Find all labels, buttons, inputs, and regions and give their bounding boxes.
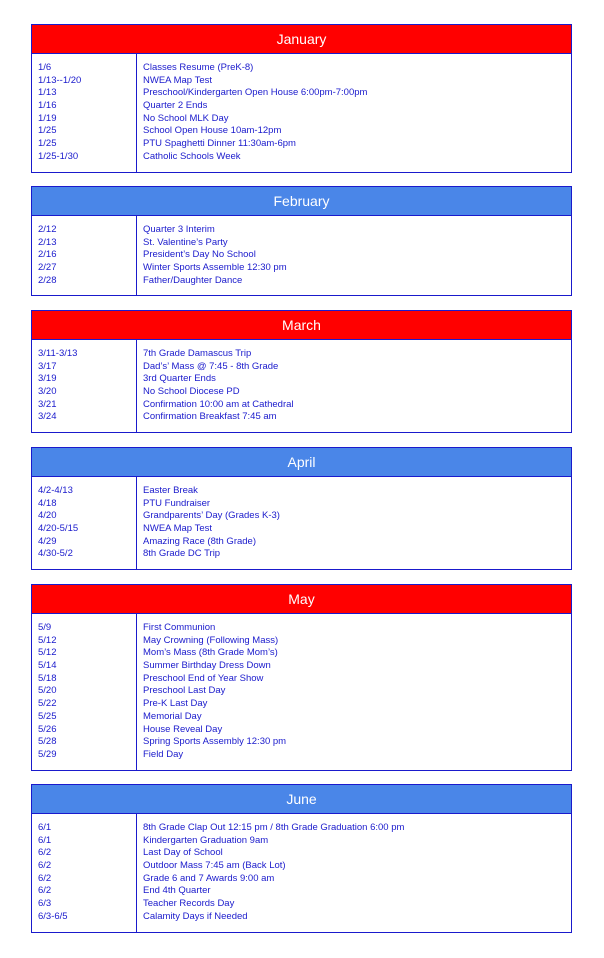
- event-date: 4/2-4/13: [38, 485, 73, 496]
- event-description: St. Valentine’s Party: [143, 236, 228, 248]
- event-description: Grandparents’ Day (Grades K-3): [143, 510, 280, 522]
- month-body: [32, 814, 571, 932]
- event-column: [137, 54, 571, 172]
- event-date: 1/6: [38, 62, 52, 73]
- event-description: 3rd Quarter Ends: [143, 373, 216, 385]
- event-description: End 4th Quarter: [143, 885, 211, 897]
- date-column: [32, 340, 137, 432]
- event-date: 2/13: [38, 236, 57, 248]
- event-date: 3/24: [38, 411, 57, 423]
- event-date: 6/2: [38, 847, 52, 859]
- event-description: Grade 6 and 7 Awards 9:00 am: [143, 872, 275, 884]
- event-description: NWEA Map Test: [143, 523, 212, 535]
- date-column: [32, 614, 137, 770]
- month-header: February: [32, 187, 571, 216]
- month-header: June: [32, 785, 571, 814]
- month-body: [32, 340, 571, 432]
- date-column: [32, 54, 137, 172]
- event-description: No School Diocese PD: [143, 386, 240, 398]
- event-description: Quarter 3 Interim: [143, 224, 215, 235]
- event-description: PTU Spaghetti Dinner 11:30am-6pm: [143, 138, 296, 150]
- event-description: Pre-K Last Day: [143, 698, 208, 710]
- event-date: 6/3: [38, 898, 52, 910]
- event-date: 5/26: [38, 723, 57, 735]
- event-date: 4/20-5/15: [38, 523, 79, 535]
- event-description: PTU Fundraiser: [143, 497, 211, 509]
- event-date: 2/12: [38, 224, 57, 235]
- event-date: 6/3-6/5: [38, 910, 68, 922]
- event-date: 5/12: [38, 647, 57, 659]
- event-description: Preschool Last Day: [143, 685, 226, 697]
- event-description: 7th Grade Damascus Trip: [143, 348, 252, 359]
- event-description: Preschool End of Year Show: [143, 672, 264, 684]
- event-date: 3/19: [38, 373, 57, 385]
- event-date: 1/13: [38, 87, 57, 99]
- event-date: 5/9: [38, 622, 52, 633]
- event-description: Amazing Race (8th Grade): [143, 535, 256, 547]
- event-description: Memorial Day: [143, 710, 202, 722]
- event-column: [137, 614, 571, 770]
- event-description: 8th Grade Clap Out 12:15 pm / 8th Grade Graduation 6:00 pm: [143, 822, 405, 833]
- event-column: [137, 216, 571, 295]
- event-description: No School MLK Day: [143, 112, 229, 124]
- event-column: [137, 340, 571, 432]
- event-date: 2/27: [38, 262, 57, 274]
- month-body: [32, 477, 571, 569]
- event-date: 6/1: [38, 822, 52, 833]
- event-description: House Reveal Day: [143, 723, 223, 735]
- event-column: [137, 477, 571, 569]
- event-description: Outdoor Mass 7:45 am (Back Lot): [143, 860, 286, 872]
- month-section-march: [31, 310, 572, 433]
- event-date: 1/25-1/30: [38, 150, 79, 162]
- month-section-january: [31, 24, 572, 173]
- event-date: 4/29: [38, 535, 57, 547]
- month-header: April: [32, 448, 571, 477]
- event-date: 2/28: [38, 274, 57, 286]
- month-section-april: [31, 447, 572, 570]
- event-description: Mom’s Mass (8th Grade Mom’s): [143, 647, 278, 659]
- event-description: Calamity Days if Needed: [143, 910, 248, 922]
- event-date: 3/21: [38, 398, 57, 410]
- event-date: 3/17: [38, 360, 57, 372]
- event-date: 3/11-3/13: [38, 348, 78, 359]
- event-description: Dad’s’ Mass @ 7:45 - 8th Grade: [143, 360, 279, 372]
- event-description: Confirmation Breakfast 7:45 am: [143, 411, 277, 423]
- month-body: [32, 54, 571, 172]
- month-section-june: [31, 784, 572, 933]
- event-date: 6/2: [38, 885, 52, 897]
- event-description: First Communion: [143, 622, 216, 633]
- month-header: March: [32, 311, 571, 340]
- month-section-february: [31, 186, 572, 296]
- event-date: 1/13--1/20: [38, 74, 82, 86]
- event-date: 3/20: [38, 386, 57, 398]
- event-column: [137, 814, 571, 932]
- date-column: [32, 814, 137, 932]
- event-date: 4/30-5/2: [38, 548, 73, 560]
- event-date: 5/18: [38, 672, 57, 684]
- event-description: Preschool/Kindergarten Open House 6:00pm-7:00pm: [143, 87, 368, 99]
- event-date: 6/2: [38, 872, 52, 884]
- event-date: 5/28: [38, 736, 57, 748]
- event-date: 5/25: [38, 710, 57, 722]
- event-description: Catholic Schools Week: [143, 150, 241, 162]
- event-date: 5/29: [38, 748, 57, 760]
- event-description: President’s Day No School: [143, 249, 256, 261]
- month-header: January: [32, 25, 571, 54]
- event-description: NWEA Map Test: [143, 74, 212, 86]
- event-description: Summer Birthday Dress Down: [143, 660, 271, 672]
- event-date: 1/19: [38, 112, 57, 124]
- event-description: Last Day of School: [143, 847, 223, 859]
- event-description: Quarter 2 Ends: [143, 100, 208, 112]
- event-date: 5/22: [38, 698, 57, 710]
- date-column: [32, 477, 137, 569]
- event-description: Confirmation 10:00 am at Cathedral: [143, 398, 294, 410]
- month-body: [32, 216, 571, 295]
- event-description: Father/Daughter Dance: [143, 274, 243, 286]
- event-date: 5/14: [38, 660, 57, 672]
- event-date: 6/2: [38, 860, 52, 872]
- month-body: [32, 614, 571, 770]
- event-date: 2/16: [38, 249, 57, 261]
- event-date: 1/25: [38, 125, 57, 137]
- date-column: [32, 216, 137, 295]
- event-date: 1/16: [38, 100, 57, 112]
- event-description: School Open House 10am-12pm: [143, 125, 282, 137]
- event-description: Kindergarten Graduation 9am: [143, 834, 269, 846]
- event-description: Winter Sports Assemble 12:30 pm: [143, 262, 287, 274]
- event-date: 5/20: [38, 685, 57, 697]
- event-date: 4/18: [38, 497, 57, 509]
- month-section-may: [31, 584, 572, 771]
- event-description: Spring Sports Assembly 12:30 pm: [143, 736, 287, 748]
- event-description: Teacher Records Day: [143, 898, 235, 910]
- event-date: 4/20: [38, 510, 57, 522]
- month-header: May: [32, 585, 571, 614]
- event-date: 5/12: [38, 634, 57, 646]
- event-description: Easter Break: [143, 485, 198, 496]
- event-description: 8th Grade DC Trip: [143, 548, 221, 560]
- event-description: Field Day: [143, 748, 184, 760]
- event-date: 6/1: [38, 834, 52, 846]
- event-date: 1/25: [38, 138, 57, 150]
- event-description: May Crowning (Following Mass): [143, 634, 279, 646]
- event-description: Classes Resume (PreK-8): [143, 62, 254, 73]
